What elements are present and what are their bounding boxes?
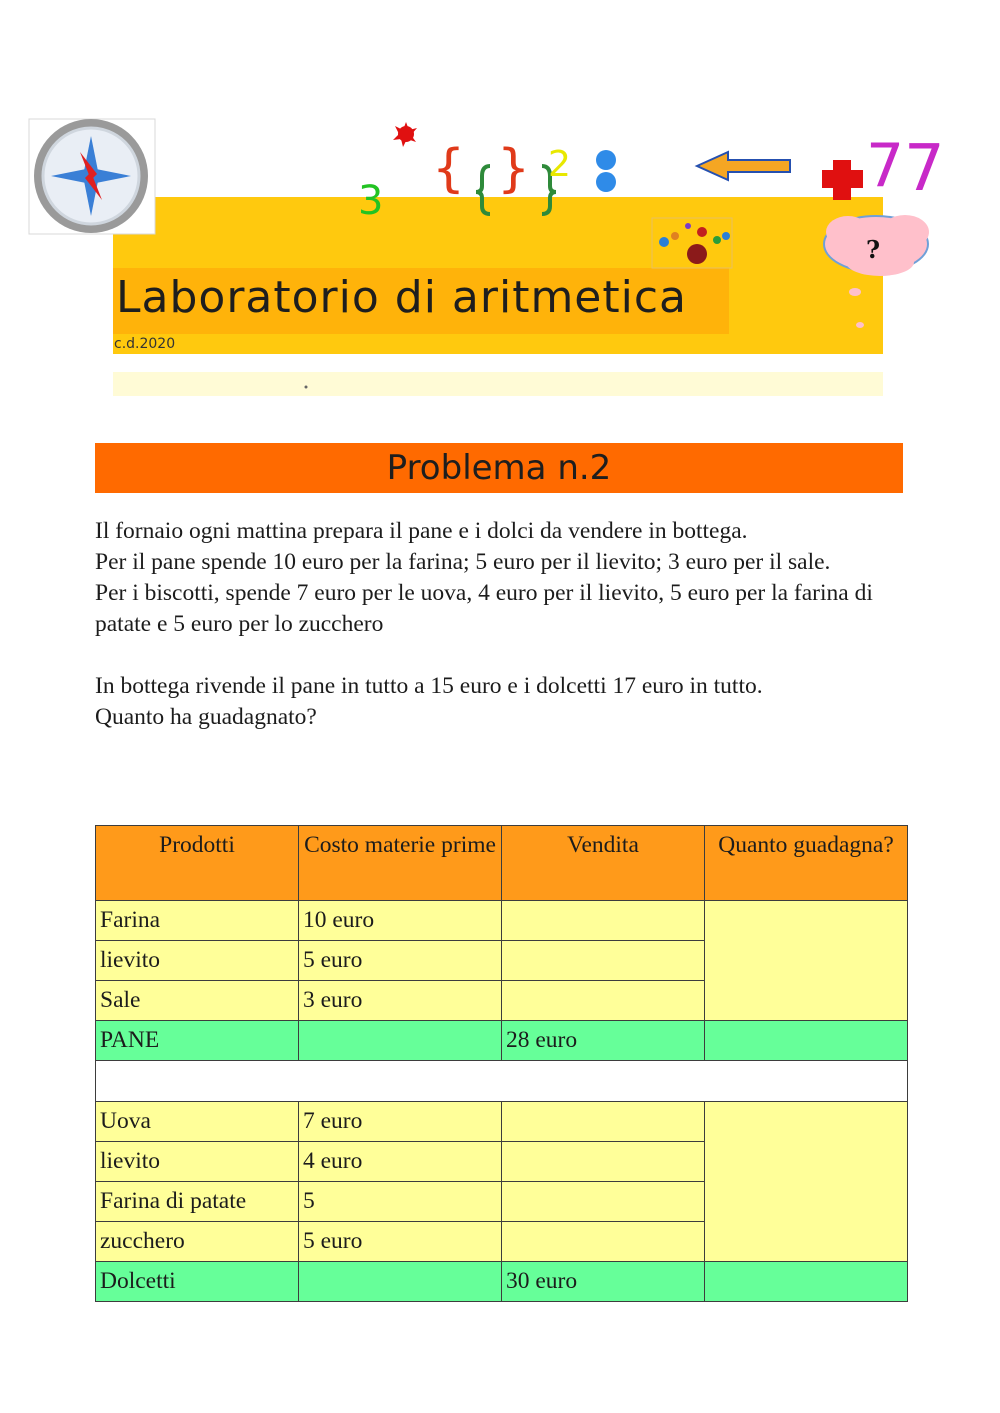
sale-cell[interactable] — [502, 941, 705, 981]
cost-cell[interactable]: 7 euro — [299, 1102, 502, 1142]
product-cell: PANE — [96, 1021, 299, 1061]
cost-cell[interactable] — [299, 1021, 502, 1061]
product-cell: lievito — [96, 1142, 299, 1182]
cost-cell[interactable] — [299, 1262, 502, 1302]
compass-icon — [29, 119, 155, 234]
sale-cell[interactable] — [502, 1182, 705, 1222]
product-cell: zucchero — [96, 1222, 299, 1262]
total-row-dolcetti — [96, 1262, 908, 1302]
header-products: Prodotti — [96, 826, 299, 901]
red-close-brace-glyph: } — [497, 139, 531, 199]
sale-cell[interactable] — [502, 1222, 705, 1262]
product-cell: Sale — [96, 981, 299, 1021]
sale-cell[interactable]: 30 euro — [502, 1262, 705, 1302]
table-row — [96, 901, 908, 941]
magenta-seven-glyph: 7 — [866, 131, 905, 201]
statement-line: Quanto ha guadagnato? — [95, 704, 317, 730]
arrow-left-icon — [697, 152, 790, 180]
header-sale: Vendita — [502, 826, 705, 901]
header-decorations — [0, 0, 1000, 420]
dot-mark — [305, 386, 308, 389]
header-cost: Costo materie prime — [299, 826, 502, 901]
thought-cloud-icon — [824, 215, 929, 328]
magenta-seven-glyph-2: 7 — [904, 132, 945, 206]
product-cell: Farina — [96, 901, 299, 941]
profit-cell[interactable] — [705, 1262, 908, 1302]
cost-cell[interactable]: 10 euro — [299, 901, 502, 941]
green-three-glyph: 3 — [358, 178, 384, 224]
product-cell: Dolcetti — [96, 1262, 299, 1302]
cost-cell[interactable]: 5 euro — [299, 1222, 502, 1262]
problem-title: Problema n.2 — [386, 448, 612, 488]
red-plus-icon — [822, 160, 863, 200]
sale-cell[interactable] — [502, 901, 705, 941]
cost-cell[interactable]: 4 euro — [299, 1142, 502, 1182]
header-profit: Quanto guadagna? — [705, 826, 908, 901]
total-row-pane — [96, 1021, 908, 1061]
product-cell: Farina di patate — [96, 1182, 299, 1222]
sale-cell[interactable] — [502, 981, 705, 1021]
product-cell: lievito — [96, 941, 299, 981]
blue-colon-icon — [596, 150, 616, 192]
yellow-two-glyph: 2 — [548, 144, 571, 185]
profit-cell-merged[interactable] — [705, 901, 908, 1021]
cost-table — [95, 825, 908, 1302]
sale-cell[interactable] — [502, 1142, 705, 1182]
red-open-brace-glyph: { — [432, 139, 466, 199]
page-title: Laboratorio di aritmetica — [116, 272, 688, 323]
green-open-paren — [476, 166, 490, 214]
cost-cell[interactable]: 5 — [299, 1182, 502, 1222]
colored-balls-icon — [652, 218, 732, 268]
profit-cell[interactable] — [705, 1021, 908, 1061]
school-year: c.d.2020 — [114, 336, 176, 352]
table-row — [96, 1102, 908, 1142]
statement-line: In bottega rivende il pane in tutto a 15 euro e i dolcetti 17 euro in tutto. — [95, 673, 763, 699]
svg-text:?: ? — [866, 235, 881, 264]
spacer-row — [96, 1061, 908, 1102]
profit-cell-merged[interactable] — [705, 1102, 908, 1262]
statement-line: Per il pane spende 10 euro per la farina; 5 euro per il lievito; 3 euro per il sale. — [95, 549, 831, 575]
cost-cell[interactable]: 5 euro — [299, 941, 502, 981]
table-header-row — [96, 826, 908, 901]
red-star-icon — [393, 122, 417, 147]
spacer-cell — [96, 1061, 908, 1102]
problem-statement — [95, 516, 905, 733]
statement-line: Per i biscotti, spende 7 euro per le uova, 4 euro per il lievito, 5 euro per la farina di patate e 5 euro per lo zucchero — [95, 580, 873, 637]
sale-cell[interactable] — [502, 1102, 705, 1142]
product-cell: Uova — [96, 1102, 299, 1142]
sale-cell[interactable]: 28 euro — [502, 1021, 705, 1061]
cost-cell[interactable]: 3 euro — [299, 981, 502, 1021]
statement-line: Il fornaio ogni mattina prepara il pane e i dolci da vendere in bottega. — [95, 518, 748, 544]
